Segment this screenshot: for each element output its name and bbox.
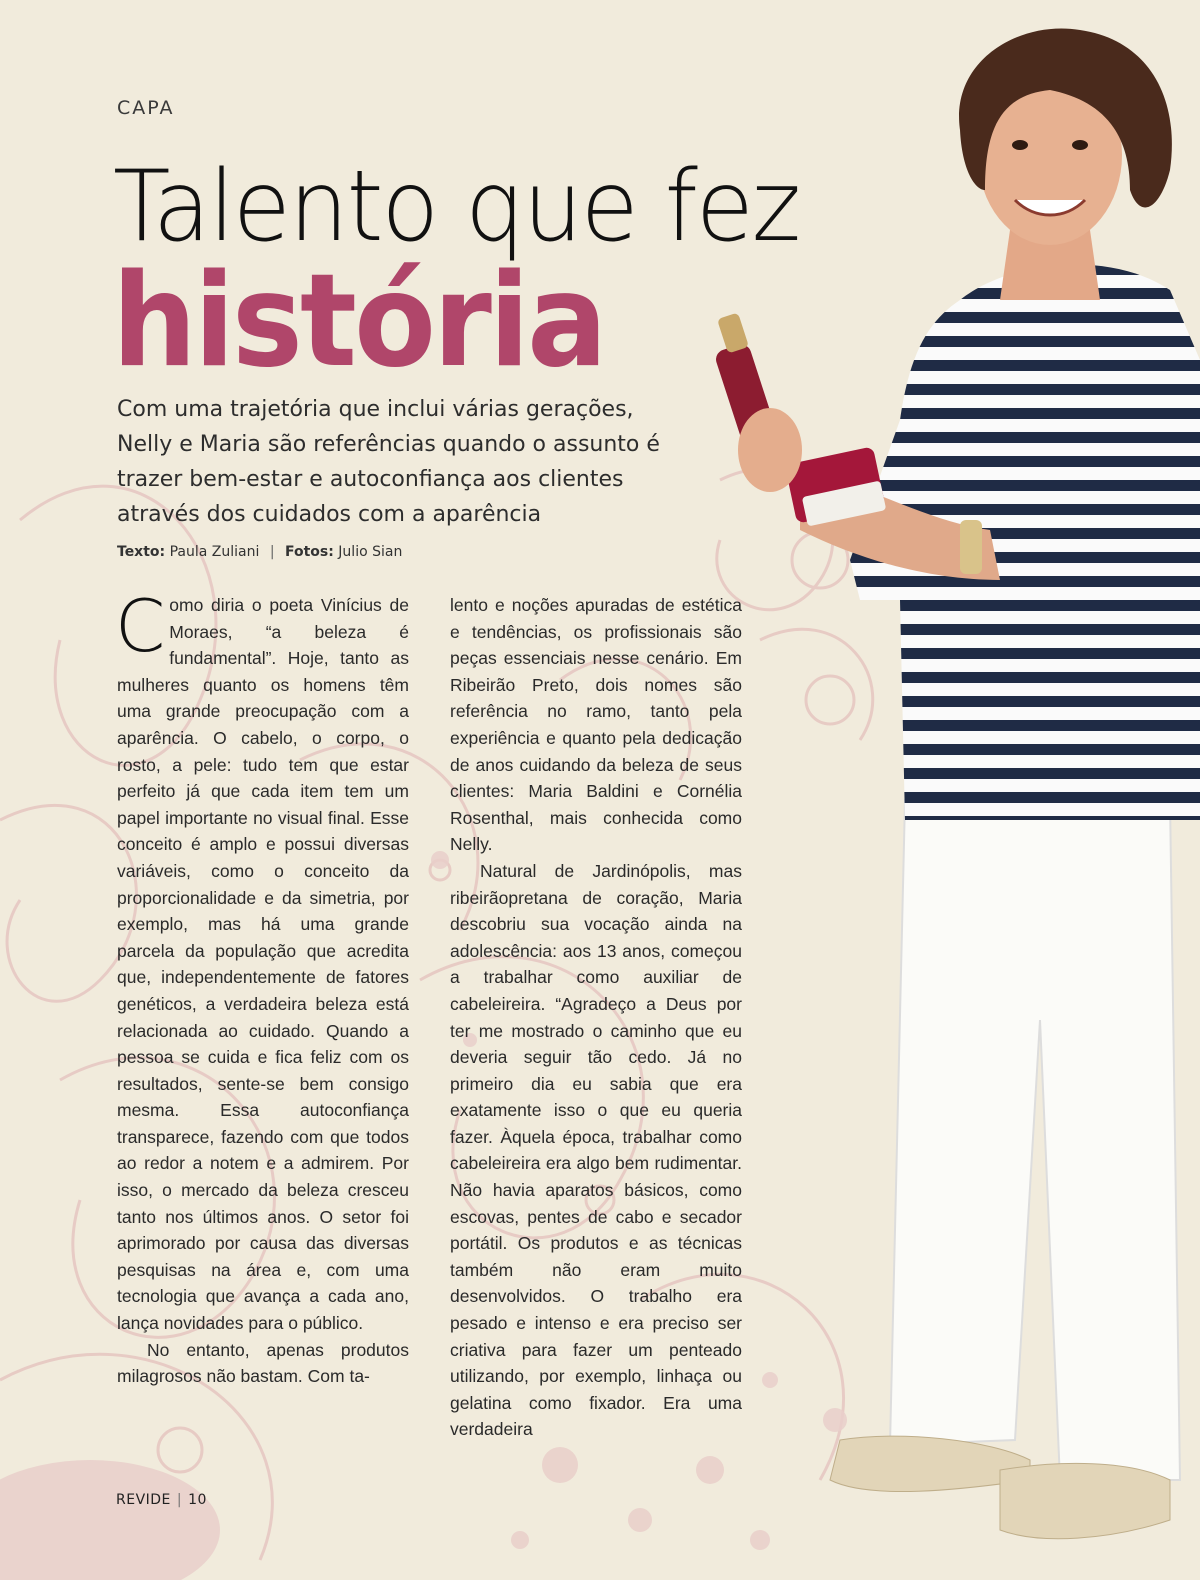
headline-line-1: Talento que fez — [113, 150, 800, 264]
paragraph-text: omo diria o poeta Vinícius de Moraes, “a beleza é fundamental”. Hoje, tanto as mulheres quanto os homens têm uma grande preocupação com a aparência. O cabelo, o corpo, o rosto, a pele: tudo tem que estar perfeito já que cada item tem um papel importante no visual final. Esse conceito é amplo e possui diversas variáveis, como o conceito da proporcionalidade e da simetria, por exemplo, mas há uma grande parcela da população que acredita que, independentemente de fatores genéticos, a verdadeira beleza está relacionada ao cuidado. Quando a pessoa se cuida e fica feliz com os resultados, sente-se bem consigo mesma. Essa autoconfiança transparece, fazendo com que todos ao redor a notem e a admirem. Por isso, o mercado da beleza cresceu tanto nos últimos anos. O setor foi aprimorado por causa das diversas pesquisas na área e, com uma tecnologia que avança a cada ano, lança novidades para o público. — [117, 595, 409, 1334]
subtitle: Com uma trajetória que inclui várias gerações, Nelly e Maria são referências quando o assunto é trazer bem-estar e autoconfiança aos clientes através dos cuidados com a aparência — [117, 397, 660, 527]
paragraph: No entanto, apenas produtos milagrosos não bastam. Com ta- — [117, 1339, 409, 1387]
credit-separator: | — [269, 544, 275, 560]
paragraph: Natural de Jardinópolis, mas ribeirãopretana de coração, Maria descobriu sua vocação ainda na adolescência: aos 13 anos, começou a trabalhar como auxiliar de cabeleireira. “Agradeço a Deus por ter me mostrado o caminho que eu deveria seguir tão cedo. Já no primeiro dia eu sabia que era exatamente isso o que eu queria fazer. Àquela época, trabalhar como cabeleireira era algo bem rudimentar. Não havia aparatos básicos, como escovas, pentes de cabo e secador portátil. Os produtos e as técnicas também não eram muito desenvolvidos. O trabalho era pesado e intenso e era preciso ser criativa para fazer um penteado utilizando, por exemplo, linhaça ou gelatina como fixador. Era uma verdadeira — [450, 860, 742, 1440]
page-footer — [116, 1492, 207, 1508]
paragraph: lento e noções apuradas de estética e tendências, os profissionais são peças essenciais nesse cenário. Em Ribeirão Preto, dois nomes são referência no ramo, tanto pela experiência e quanto pela dedicação de anos cuidando da beleza de seus clientes: Maria Baldini e Cornélia Rosenthal, mais conhecida como Nelly. — [450, 595, 742, 855]
paragraph — [115, 584, 409, 1337]
page-number: 10 — [188, 1492, 207, 1508]
byline — [117, 544, 402, 560]
photo-credit-author: Julio Sian — [338, 544, 403, 560]
photo-credit-label: Fotos: — [284, 544, 334, 560]
section-label: CAPA — [117, 97, 175, 119]
magazine-name: REVIDE — [116, 1492, 171, 1508]
article-column-1 — [115, 584, 409, 1390]
article-column-2 — [450, 592, 742, 1443]
portrait-photo — [700, 20, 1200, 1580]
headline-line-2: história — [112, 247, 605, 396]
drop-cap: C — [115, 584, 166, 668]
text-credit-author: Paula Zuliani — [169, 544, 260, 560]
footer-separator: | — [176, 1492, 183, 1508]
text-credit-label: Texto: — [117, 544, 166, 560]
